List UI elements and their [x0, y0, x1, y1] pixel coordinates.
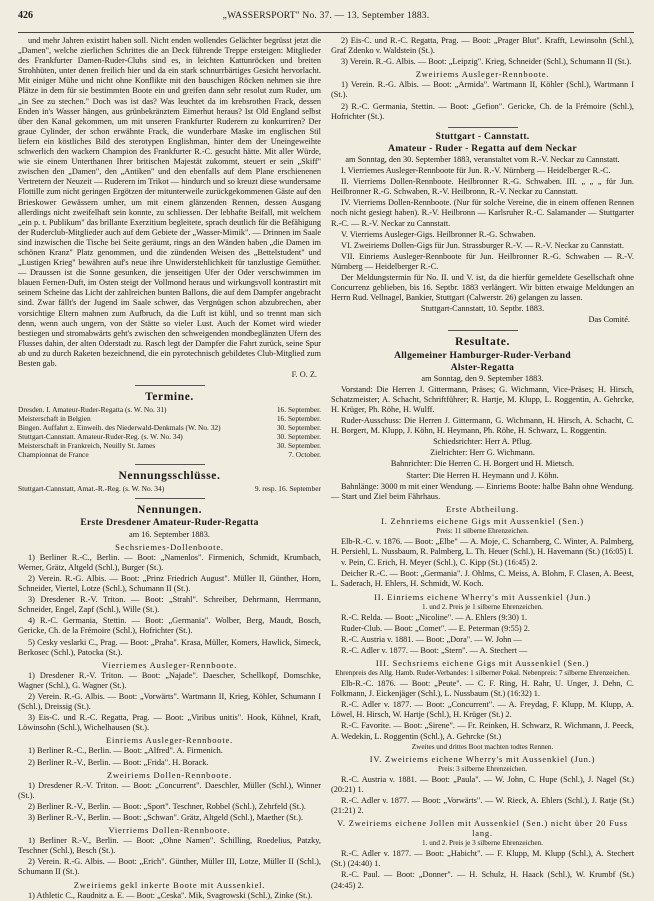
prize-note: Preis: 3 silberne Ehrenzeichen.: [437, 764, 527, 773]
entry-line: 1) Dresdener R.-V. Triton. — Boot: „Najade". Daescher, Schellkopf, Domschke, Wagner (Schl.), G. Wagner (St.).: [18, 670, 321, 690]
resultate-date: am Sonntag, den 9. September 1883.: [421, 373, 544, 383]
entry-line: Bahnlänge: 3000 m mit einer Wendung. — Einriems Boote: halbe Bahn ohne Wendung. — Start und Ziel beim Fährhaus.: [331, 481, 634, 501]
section-divider: [135, 464, 205, 465]
entry-line: Ruder-Club. — Boot: „Comet". — E. Peterman (9:55) 2.: [341, 623, 530, 633]
header-rule: [18, 32, 634, 33]
event-heading: Erste Abtheilung.: [445, 503, 520, 514]
event-heading: II. Einriems eichene Wherry's mit Aussenkiel (Jun.): [374, 591, 591, 602]
entry-line: 2) Berliner R.-V., Berlin. — Boot: „Sport". Teschner, Robbel (Schl.), Zehrfeld (St.).: [28, 801, 306, 811]
entry-line: 3) Berliner R.-V., Berlin. — Boot: „Schwan". Grätz, Altgeld (Schl.), Maether (St.).: [28, 813, 303, 822]
entry-line: 2) Berliner R.-V., Berlin. — Boot: „Frida". H. Borack.: [28, 757, 209, 767]
fixture-row: [18, 484, 321, 493]
entry-line: 2) Verein. R.-G. Albis. — Boot: „Vorwärts". Wartmann II, Krieg, Köhler, Schumann I (Schl.), Dreissig (St.).: [18, 691, 321, 712]
entry-line: 1) Dresdener R.-V. Triton. — Boot: „Concurrent". Daeschler, Müller (Schl.), Winner (St.).: [18, 780, 321, 800]
entry-line: II. Vierriems Dollen-Rennboote. Heilbronner R.-G. Schwaben. III. „ „ „ für Jun. Heilbronner R.-G. Schwaben, R.-V. Heilbronn, R.-V. Neckar zu Cannstatt.: [331, 177, 634, 197]
article-signature: F. O. Z.: [291, 370, 317, 380]
entry-line: Deicher R.-C. — Boot: „Germania". J. Ohlms, C. Meiss, A. Blohm, F. Clasen, A. Beest, L. Saderach, H. Ehlers, H. Schmidt, W. Koch.: [331, 569, 634, 589]
event-heading: I. Zehnriems eichene Gigs mit Aussenkiel (Sen.): [381, 515, 584, 526]
nennungen-regatta: Erste Dresdener Amateur-Ruder-Regatta: [80, 518, 259, 529]
entry-line: 3) Eis-C. und R.-C. Regatta, Prag. — Boot: „Viribus unitis". Hook, Kühnel, Kraft, Löwinsohn (Schl.), Wichelhausen (St.).: [18, 713, 321, 733]
event-heading: Sechsriemes-Dollenboote.: [115, 541, 224, 552]
nennungen-list: [18, 542, 321, 901]
entry-line: 2) Verein. R.-G. Albis. — Boot: „Erich". Günther, Müller III, Lotze, Müller II (Schl.), Schumann II (St.).: [18, 857, 321, 877]
prize-note: Preis: 11 silberne Ehrenzeichen.: [436, 527, 529, 536]
fixture-date: 30. September.: [276, 432, 321, 442]
event-heading: IV. Zweiriems eichene Wherry's mit Aussenkiel (Jun.): [369, 753, 596, 764]
entry-line: R.-C. Adler v. 1877. — Boot: „Vorwärts". — W. Rieck, A. Ehlers (Schl.), J. Ratje (St.) (21:21) 2.: [331, 795, 634, 815]
fixture-date: 9. resp. 16. September: [254, 484, 321, 494]
prize-note: Ehrenpreis des Allg. Hamb. Ruder-Verbandes: 1 silberner Pokal. Nebenpreis: 7 silberne Ehrenzeichen.: [335, 669, 630, 678]
event-heading: Vierriemes Ausleger-Rennboote.: [101, 659, 238, 670]
centered-line: Starter: Die Herren H. Heymann und J. Köhn.: [406, 470, 559, 480]
resultate-heading: Resultate.: [455, 336, 510, 349]
fixture-date: 30. September.: [276, 423, 321, 433]
fixture-row: [18, 432, 321, 441]
stuttgart-entries: [331, 155, 634, 314]
event-heading: Zweiriems Dollen-Rennboote.: [107, 769, 232, 780]
fixture-row: [18, 450, 321, 459]
event-heading: Zweiriems gekl inkerte Boote mit Aussenkiel.: [73, 879, 266, 890]
fixture-event: Stuttgart-Cannstatt, Amat.-R.-Reg. (s. W. No. 34): [18, 484, 165, 494]
entry-line: 4) R.-C. Germania, Stettin. — Boot: „Germania". Wolber, Berg, Maudt, Bosch, Gericke, Ch. de la Frémoire (Schl.), Hofrichter (St.).: [18, 616, 321, 636]
centered-line: Stuttgart-Cannstatt, 10. Septbr. 1883.: [420, 304, 545, 314]
fixture-row: [18, 414, 321, 423]
centered-line: Zielrichter: Herr G. Wichmann.: [430, 448, 535, 458]
nennungsschluesse-heading: Nennungsschlüsse.: [118, 470, 221, 483]
entry-line: Elb-R.-C. v. 1876. — Boot: „Elbe" — A. Moje, C. Scharnberg, C. Winter, A. Palmberg, H. Persiehl, L. Nussbaum, R. Palmberg, L. Th. Heuer (Schl.), H. Havemann (St.) (16:05) I.: [331, 537, 634, 557]
prize-note: 1. und 2. Preis je 3 silberne Ehrenzeichen.: [422, 839, 543, 848]
entry-line: Elb-R.-C. 1876. — Boot: „Peute". — C. F. Ring, H. Rahr, U. Unger, J. Dehn, C. Folkmann, J. Eickenjäger (Schl.), L. Nussbaum (St.) (16:32) 1.: [331, 679, 634, 699]
nennungsschluesse-list: [18, 484, 321, 493]
entry-line: 1) Athletic C., Raudnitz a. E. — Boot: „Ceska". Mik, Svagrowski (Schl.), Zinke (St.).: [28, 890, 313, 900]
prize-note: 1. und 2. Preis je 1 silberne Ehrenzeichen.: [422, 602, 543, 611]
section-divider: [135, 498, 205, 499]
entry-line: 2) R.-C. Germania, Stettin. — Boot: „Gefion". Gericke, Ch. de la Frémoire (Schl.), Hofrichter (St.).: [331, 101, 634, 121]
stuttgart-subheading: Amateur - Ruder - Regatta auf dem Neckar: [388, 143, 577, 154]
entry-line: VI. Zweiriems Dollen-Gigs für Jun. Strassburger R.-V. — R.-V. Neckar zu Cannstatt.: [341, 240, 624, 250]
fixture-date: 16. September.: [276, 414, 321, 424]
resultate-regatta: Alster-Regatta: [450, 362, 515, 373]
prize-note: Zweites und drittes Boot machten todtes Rennen.: [411, 742, 554, 751]
fixture-date: 16. September.: [276, 405, 321, 415]
entry-line: R.-C. Paul. — Boot: „Donner". — H. Schulz, H. Haack (Schl.), W. Krumbf (St.) (24:45) 2.: [331, 870, 634, 890]
fixture-event: Championnat de France: [18, 450, 89, 460]
left-column: [18, 36, 321, 900]
right-column: [331, 36, 634, 894]
centered-line: Schiedsrichter: Herr A. Pflug.: [433, 437, 532, 447]
centered-line: Bahnrichter: Die Herren C. H. Borgert und H. Mietsch.: [390, 459, 575, 469]
event-heading: V. Zweiriems eichene Jollen mit Aussenkiel (Sen.) nicht über 20 Fuss lang.: [337, 818, 628, 839]
nennungen-heading: Nennungen.: [136, 504, 203, 517]
fixture-row: [18, 441, 321, 450]
fixture-event: Bingen. Auffahrt z. Einweih. des Niederwald-Denkmals (W. No. 32): [18, 423, 221, 433]
fixture-event: Meisterschaft in Frankreich, Neuilly St. James: [18, 441, 156, 451]
entry-line: I. Vierriemes Ausleger-Rennboote für Jun. R.-V. Nürnberg — Heidelberger R.-C.: [341, 166, 611, 176]
entry-line: 1) Verein. R.-G. Albis. — Boot: „Armida". Wartmann II, Köhler (Schl.), Wartmann I (St.).: [331, 80, 634, 100]
stuttgart-signature: Das Comité.: [588, 315, 630, 325]
fixture-row: [18, 405, 321, 414]
nennungen-date: am 16. September 1883.: [129, 529, 210, 539]
fixture-event: Stuttgart-Cannstatt. Amateur-Ruder-Reg. (s. W. No. 34): [18, 432, 183, 442]
entry-line: 5) Cesky veslarki C., Prag. — Boot: „Praha". Krasa, Müller, Komers, Hawlick, Simeck, Berkosec (Schl.), Patocka (St.).: [18, 637, 321, 657]
nennungen-continued: [331, 36, 634, 122]
stuttgart-heading: Stuttgart - Cannstatt.: [435, 131, 530, 142]
fixture-event: Dresden. I. Amateur-Ruder-Regatta (s. W. No. 31): [18, 405, 167, 415]
centered-line: am Sonntag, den 30. September 1883, veranstaltet vom R.-V. Neckar zu Cannstatt.: [345, 154, 620, 164]
entry-line: R.-C. Adler v. 1877. — Boot: „Concurrent". — A. Freydag, F. Klupp, M. Klupp, A. Löwel, H. Hirsch, W. Hartje (Schl.), H. Krüger (St.) 2.: [331, 700, 634, 720]
entry-line: 2) Verein. R.-G. Albis. — Boot: „Prinz Friedrich August". Müller II, Günther, Horn, Schneider, Viertel, Lotze (Schl.), Schumann II (St.).: [18, 573, 321, 594]
event-heading: III. Sechsriems eichene Gigs mit Aussenkiel (Sen.): [375, 657, 590, 668]
entry-line: 3) Verein. R.-G. Albis. — Boot: „Leipzig". Krieg, Schneider (Schl.), Schumann II (St.).: [341, 57, 632, 67]
entry-line: R.-C. Favorite. — Boot: „Sirene". — Fr. Reinken, H. Schwarz, R. Wichmann, J. Peeck, A. Wedekin, L. Roggentin (Schl.), A. Gehrcke (St.): [331, 721, 634, 741]
fixture-date: 30. September.: [276, 441, 321, 451]
fixture-row: [18, 423, 321, 432]
section-divider: [448, 330, 518, 331]
termine-heading: Termine.: [145, 391, 194, 404]
section-divider: [135, 385, 205, 386]
event-heading: Zweiriems Ausleger-Rennboote.: [415, 69, 550, 80]
resultate-subheading: Allgemeiner Hamburger-Ruder-Verband: [394, 350, 571, 361]
event-heading: Einriems Ausleger-Rennboote.: [105, 735, 234, 746]
termine-list: [18, 405, 321, 459]
entry-line: 2) Eis-C. und R.-C. Regatta, Prag. — Boot: „Prager Blut". Krafft, Lewinsohn (Schl.), Graf Zdenko v. Waldstein (St.).: [331, 36, 634, 56]
article-continuation: [18, 36, 321, 369]
running-head: [18, 0, 634, 30]
page-number: 426: [18, 10, 33, 21]
entry-line: Ruder-Ausschuss: Die Herren J. Gittermann, G. Wichmann, H. Hirsch, A. Schacht, C. H. Borgert, M. Klupp, J. Köhn, H. Heymann, Ph. Röhe, H. Schwarz, L. Roggentin.: [331, 416, 634, 436]
entry-line: Vorstand: Die Herren J. Gittermann, Präses; G. Wichmann, Vice-Präses; H. Hirsch, Schatzmeister; A. Schacht, Schriftführer; R. Hartje, M. Klupp, L. Roggentin, A. Gehrcke, H. Krüger, Ph. Röhe, H. Wulff.: [331, 384, 634, 414]
entry-line: R.-C. Austria v. 1881. — Boot: „Paula". — W. John, C. Hupe (Schl.), J. Nagel (St.) (20:21) 1.: [331, 774, 634, 794]
entry-line: IV. Vierriems Dollen-Rennboote. (Nur für solche Vereine, die in einem offenen Rennen noch nicht gesiegt haben). R.-V. Heilbronn — Karlsruher R.-C. Salamander — Stuttgarter R.-C. — R.-V. Neckar zu Cannstatt.: [331, 198, 634, 228]
fixture-event: Meisterschaft in Belgien: [18, 414, 91, 424]
entry-line: 1) Berliner R.-V., Berlin. — Boot: „Ohne Namen". Schilling, Roedelius, Patzky, Teschner (Schl.), Besch (St.).: [18, 836, 321, 856]
resultate-list: [331, 385, 634, 891]
entry-line: 1) Berliner R.-C., Berlin. — Boot: „Namenlos". Firmenich, Schmidt, Krumbach, Werner, Grätz, Altgeld (Schl.), Burger (St.).: [18, 552, 321, 572]
entry-line: R.-C. Adler v. 1877. — Boot: „Stern". — A. Stechert —: [341, 645, 528, 655]
entry-line: R.-C. Adler v. 1877. — Boot: „Habicht". — F. Klupp, M. Klupp (Schl.), A. Stechert (St.) (24:40) 1.: [331, 849, 634, 869]
entry-line: R.-C. Austria v. 1881. — Boot: „Dora". — W. John —: [341, 634, 522, 644]
entry-line: VII. Einriems Ausleger-Rennboote für Jun. Heilbronner R.-G. Schwaben — R.-V. Nürnberg — Heidelberger R.-C.: [331, 251, 634, 271]
section-divider: [448, 127, 518, 128]
entry-line: 1) Berliner R.-C., Berlin. — Boot: „Alfred". A. Firmenich.: [28, 746, 223, 756]
entry-line: R.-C. Relda. — Boot: „Nicoline". — A. Ehlers (9:30) 1.: [341, 612, 528, 622]
entry-line: Der Meldungstermin für No. II. und V. ist, da die hierfür gemeldete Gesellschaft ohne Concurrenz geblieben, bis 16. Septbr. 1883 verlängert. Wir bitten etwaige Meldungen an Herrn Rud. Vellnagel, Bankier, Stuttgart (Calwerstr. 26) gelangen zu lassen.: [331, 272, 634, 303]
entry-line: V. Vierriems Ausleger-Gigs. Heilbronner R.-G. Schwaben.: [341, 229, 536, 239]
entry-line: v. Pein, C. Erich, H. Meyer (Schl.), C. Kipp (St.) (16:45) 2.: [341, 558, 538, 568]
event-heading: Vierriems Dollen-Rennboote.: [108, 825, 231, 836]
fixture-date: 7. October.: [288, 450, 321, 460]
paragraph: und mehr Jahren existirt haben soll. Nicht enden wollendes Gelächter begrüsst jetzt die „Damen", welche zierlichen Schrittes die an Deck führende Treppe ersteigen: Mitglieder des Frankfurter Damen-Ruder-Clubs sind es, in leichten Kattunröcken und breiten Strohhüten, unter denen freilich hier und da ein stark schnurrbärtiges Gesicht hervorlacht. Mit einiger Mühe und nicht ohne Konflikte mit den bauschigen Röcken nehmen sie ihre Plätze in dem für sie bestimmten Boote ein und greifen dann sehr resolut zum Ruder, um „in See zu stechen." Doch was ist das? Was leuchtet da im krebsrothen Frack, dessen Enden in's Wasser hängen, aus grünbekränztem Eimerhut heraus? Ist Old England selbst über den Kanal gekommen, um mit unseren Frankfurter Ruderern zu konkurriren? Der graue Cylinder, der schon erwähnte Frack, die wunderbare Maske im englischen Stil liefern ein köstliches Bild des sterotypen Englishman, hinter dem der Uneingeweihte schwerlich den wackern Champion des Frankfurter R.-C. gesucht hätte. Mit aller Würde, wie sie einem Unterthanen Ihrer britischen Majestät zukommt, steuert er sein „Skiff" zwischen den „Damen", den „Antiken" und den ebenfalls auf dem Plane erschienenen Vertretern der Neuzeit — Ruderern im Trikot — hindurch und so kreuzt diese wundersame Flottille zum nicht geringen Ergötzen der mitunterweile zurückgekommenen Gäste auf den Brieskower Gewässern umher, um mit einem glänzenden Rennen, dessen Ausgang allerdings nicht zweifelhaft sein konnte, zu schliessen. Der lebhafte Beifall, mit welchem „ein p. t. Publikum" das brillante Exerzitium begleitete, sprach deutlich für die Befähigung der Ruderclub-Mitglieder auch auf dem Gebiete der „Wasser-Mimik". — Drinnen im Saale sind inzwischen die Tische bei Seite geräumt, rings an den Wänden haben „die Damen im schönen Kranz" Platz genommen, und die zündenden Weisen des „Bettelstudent" und „Lustigen Krieg" bewähren auf's neue ihre Unwiderstehlichkeit für tanzlustige Gemüther. — Draussen ist die Sonne gesunken, die jenseitigen Ufer der Oder verschwimmen im blauen Fernen-Duft, im Osten steigt der Vollmond heraus und wirkungsvoll kontrastirt mit seinem Scheine das Licht der zahlreichen bunten Ballons, die auf dem Dampfer angebracht sind. Zwar fällt's der Jugend im Saale schwer, das Vergnügen schon abzubrechen, aber vorsichtige Eltern mahnen zum Aufbruch, da die Luft ist kühl, und so trennt man sich denn, wenn auch ungern, von der Stätte so vieler Lust. Auch der Komet wird wieder bestiegen und stromabwärts geht's zwischen den schweigenden mondbeglänzten Ufern des Flusses dahin, der alten Oderstadt zu. Rasch legt der Dampfer die Fahrt zurück, seine Spur ab und zu durch Raketen bezeichnend, die ein pyrotechnisch gebildetes Club-Mitglied zum Besten gab.: [18, 36, 321, 368]
entry-line: 3) Dresdener R.-V. Triton. — Boot: „Strahl". Schreiber, Dehrmann, Herrmann, Schneider, Engel, Zapf (Schl.), Wille (St.).: [18, 595, 321, 615]
running-title: „WASSERSPORT" No. 37. — 13. September 1883.: [222, 11, 430, 21]
